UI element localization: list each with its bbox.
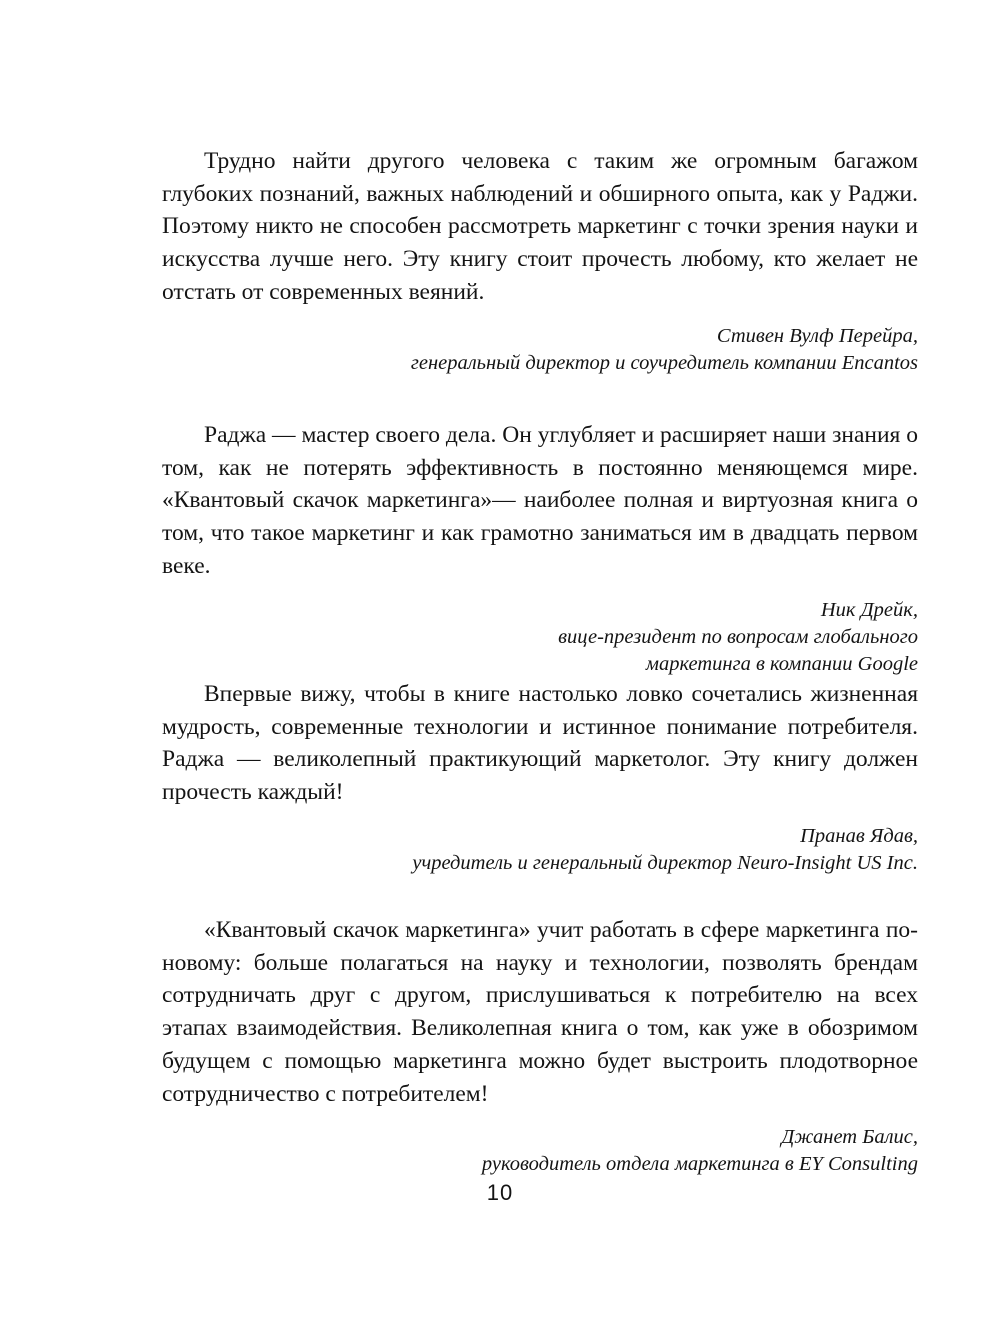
blurb-text: Впервые вижу, чтобы в книге настолько ловко сочетались жизненная мудрость, современные технологии и истинное понимание потребителя. Раджа — великолепный практикующий маркетолог. Эту книгу должен прочесть каждый! <box>162 681 918 806</box>
blurb-yadav <box>162 678 918 877</box>
blurb-drake <box>162 419 918 678</box>
blurb-attribution <box>162 323 918 377</box>
attribution-title: учредитель и генеральный директор Neuro-Insight US Inc. <box>412 851 918 874</box>
attribution-name: Ник Дрейк, <box>820 598 918 621</box>
attribution-title: вице-президент по вопросам глобального <box>558 625 918 648</box>
attribution-title: руководитель отдела маркетинга в EY Consulting <box>481 1153 918 1176</box>
blurb-attribution <box>162 1124 918 1178</box>
blurb-attribution <box>162 823 918 877</box>
blurb-text: Раджа — мастер своего дела. Он углубляет и расширяет наши знания о том, как не потерять эффективность в постоянно меняющемся мире. «Квантовый скачок маркетинга»— наиболее полная и виртуозная книга о том, что такое маркетинг и как грамотно заниматься им в двадцать первом веке. <box>162 422 918 579</box>
blurb-pereira <box>162 145 918 377</box>
attribution-name: Джанет Балис, <box>781 1126 918 1149</box>
blurb-attribution <box>162 597 918 678</box>
attribution-title: генеральный директор и соучредитель компании Encantos <box>410 351 918 374</box>
blurb-text: Трудно найти другого человека с таким же огромным багажом глубоких познаний, важных наблюдений и обширного опыта, как у Раджи. Поэтому никто не способен рассмотреть маркетинг с точки зрения науки и искусства лучше него. Эту книгу стоит прочесть любому, кто желает не отстать от современных веяний. <box>162 148 918 305</box>
attribution-name: Пранав Ядав, <box>800 824 918 847</box>
attribution-title-continued: маркетинга в компании Google <box>645 652 918 675</box>
blurb-balis <box>162 914 918 1178</box>
blurb-text: «Квантовый скачок маркетинга» учит работать в сфере маркетинга по-новому: больше полагаться на науку и технологии, позволять брендам сотрудничать друг с другом, прислушиваться к потребителю на всех этапах взаимодействия. Великолепная книга о том, как уже в обозримом будущем с помощью маркетинга можно будет выстроить плодотворное сотрудничество с потребителем! <box>162 917 918 1107</box>
attribution-name: Стивен Вулф Перейра, <box>716 324 918 347</box>
page-number: 10 <box>486 1180 514 1205</box>
